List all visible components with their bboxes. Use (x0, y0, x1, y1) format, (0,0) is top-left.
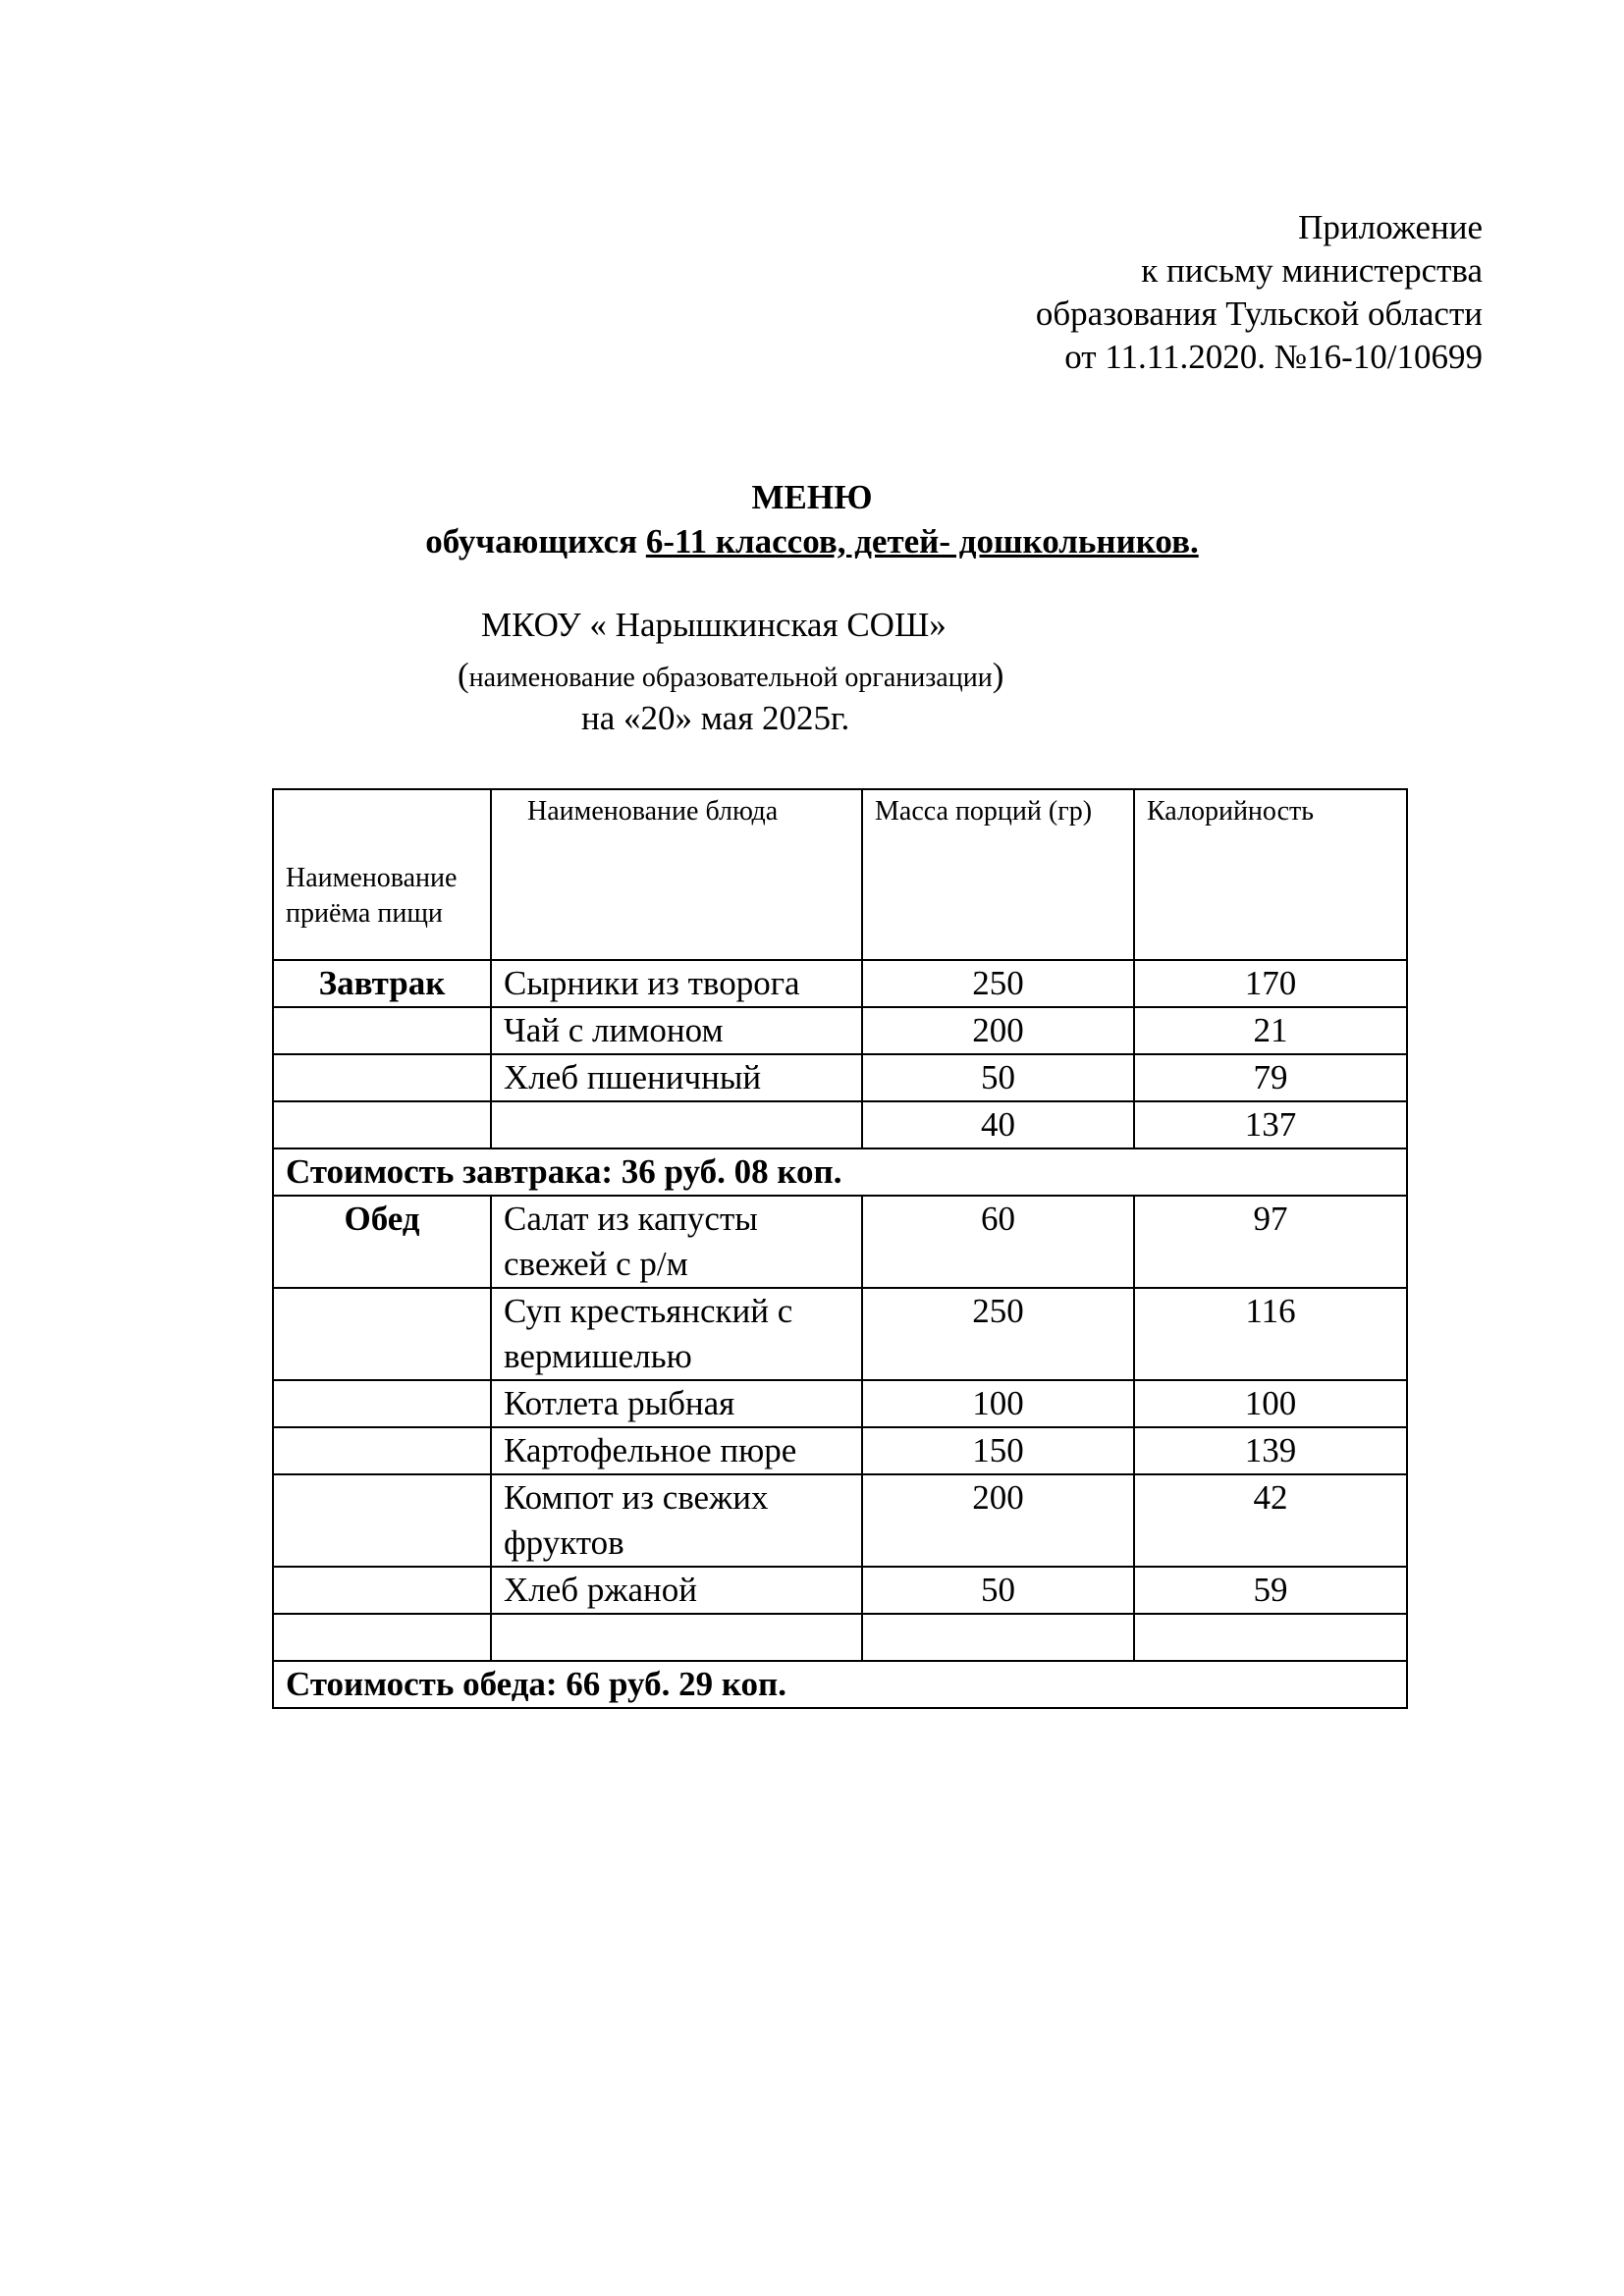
table-row (273, 1101, 1407, 1148)
subtitle-classes: 6-11 классов, детей- дошкольников. (645, 522, 1199, 561)
dish-calories: 59 (1134, 1567, 1407, 1614)
dish-name: Чай с лимоном (491, 1007, 862, 1054)
dish-calories: 79 (1134, 1054, 1407, 1101)
subtitle-prefix: обучающихся (425, 522, 646, 561)
dish-name: Хлеб ржаной (491, 1567, 862, 1614)
organization-name: МКОУ « Нарышкинская СОШ» (481, 606, 947, 644)
meal-lunch: Обед (273, 1196, 491, 1288)
menu-title: МЕНЮ (751, 478, 873, 516)
dish-mass: 60 (862, 1196, 1134, 1288)
lunch-cost-row (273, 1661, 1407, 1708)
dish-name: Салат из капусты свежей с р/м (491, 1196, 862, 1288)
breakfast-cost: Стоимость завтрака: 36 руб. 08 коп. (273, 1148, 1407, 1196)
table-row (273, 1427, 1407, 1474)
dish-calories: 42 (1134, 1474, 1407, 1567)
table-row-empty (273, 1614, 1407, 1661)
breakfast-cost-row (273, 1148, 1407, 1196)
dish-calories: 97 (1134, 1196, 1407, 1288)
dish-name: Котлета рыбная (491, 1380, 862, 1427)
dish-name (491, 1101, 862, 1148)
table-row (273, 1054, 1407, 1101)
table-row (273, 1288, 1407, 1380)
dish-mass: 100 (862, 1380, 1134, 1427)
menu-subtitle (0, 520, 1624, 563)
organization-note-text: наименование образовательной организации (468, 663, 993, 693)
dish-name: Картофельное пюре (491, 1427, 862, 1474)
table-row (273, 960, 1407, 1007)
dish-name: Хлеб пшеничный (491, 1054, 862, 1101)
appendix-line-2: к письму министерства (1141, 251, 1483, 290)
lunch-cost: Стоимость обеда: 66 руб. 29 коп. (273, 1661, 1407, 1708)
dish-mass: 200 (862, 1474, 1134, 1567)
menu-date: на «20» мая 2025г. (581, 699, 850, 737)
dish-mass: 150 (862, 1427, 1134, 1474)
menu-table (272, 788, 1408, 1709)
dish-name: Сырники из творога (491, 960, 862, 1007)
dish-mass: 40 (862, 1101, 1134, 1148)
header-calories: Калорийность (1134, 789, 1407, 960)
header-mass: Масса порций (гр) (862, 789, 1134, 960)
appendix-line-1: Приложение (1298, 208, 1483, 246)
dish-calories: 21 (1134, 1007, 1407, 1054)
dish-calories: 100 (1134, 1380, 1407, 1427)
dish-mass: 250 (862, 1288, 1134, 1380)
dish-calories: 137 (1134, 1101, 1407, 1148)
header-meal: Наименование приёма пищи (273, 789, 491, 960)
meal-breakfast: Завтрак (273, 960, 491, 1007)
table-header-row (273, 789, 1407, 960)
appendix-line-3: образования Тульской области (1035, 294, 1483, 333)
dish-calories: 139 (1134, 1427, 1407, 1474)
dish-name: Компот из свежих фруктов (491, 1474, 862, 1567)
dish-mass: 250 (862, 960, 1134, 1007)
table-row (273, 1567, 1407, 1614)
header-dish: Наименование блюда (491, 789, 862, 960)
table-row (273, 1474, 1407, 1567)
appendix-line-4: от 11.11.2020. №16-10/10699 (1064, 338, 1483, 376)
table-row (273, 1196, 1407, 1288)
table-row (273, 1380, 1407, 1427)
dish-mass: 50 (862, 1567, 1134, 1614)
dish-calories: 170 (1134, 960, 1407, 1007)
appendix-block (962, 206, 1483, 379)
dish-calories: 116 (1134, 1288, 1407, 1380)
dish-mass: 50 (862, 1054, 1134, 1101)
dish-mass: 200 (862, 1007, 1134, 1054)
dish-name: Суп крестьянский с вермишелью (491, 1288, 862, 1380)
table-row (273, 1007, 1407, 1054)
organization-note: (наименование образовательной организации) (458, 656, 1004, 694)
